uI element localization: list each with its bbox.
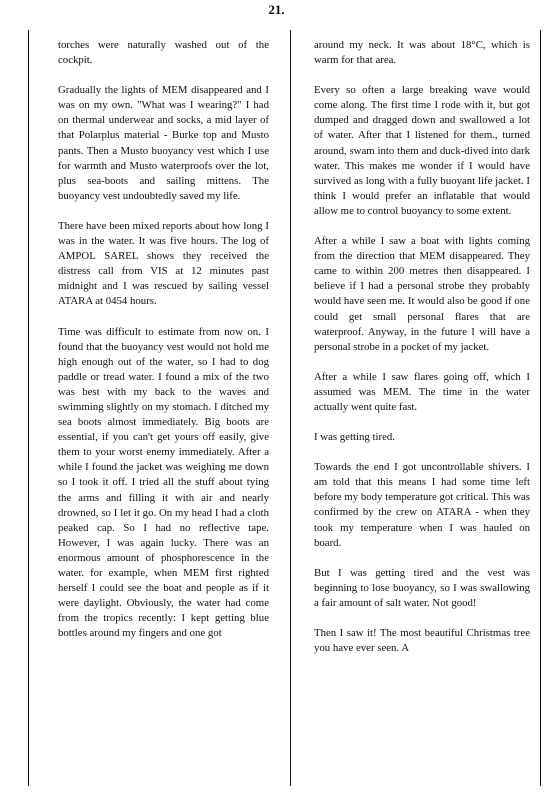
paragraph: There have been mixed reports about how long I was in the water. It was five hours. The log of AMPOL SAREL shows they received the distress call from VIS at 12 minutes past midnight and I was rescued by sailing vessel ATARA at 0454 hours.: [58, 219, 269, 308]
paragraph: Time was difficult to estimate from now on. I found that the buoyancy vest would not hold me high enough out of the water, so I had to dog paddle or tread water. I found a mix of the two was best with my back to the waves and swimming slightly on my stomach. I ditched my sea boots almost immediately. Big boots are essential, if you can't get yours off easily, give them to your worst enemy immediately. After a while I found the jacket was weighing me down so I took it off. I tried all the stuff about tying the arms and filling it with air and nearly drowned, so I let it go. On my head I had a cloth peaked cap. So I had no reflective tape. However, I was again lucky. There was an enormous amount of phosphorescence in the water. for example, when MEM first righted herself I could see the boat and people as if it were daylight. Obviously, the water had come from the tropics recently: I kept getting blue bottles around my fingers and one got: [58, 325, 269, 640]
left-column: [58, 38, 269, 656]
column-rule-middle: [290, 30, 291, 786]
paragraph: around my neck. It was about 18°C, which is warm for that area.: [314, 39, 530, 67]
right-column: [314, 38, 530, 671]
paragraph: After a while I saw a boat with lights coming from the direction that MEM disappeared. They came to within 200 metres then disappeared. I believe if I had a personal strobe they probably would have seen me. It would also be good if one could get small personal flares that are waterproof. Anyway, in the future I will have a personal strobe in a pocket of my jacket.: [314, 235, 530, 353]
paragraph: Gradually the lights of MEM disappeared and I was on my own. "What was I wearing?" I had on thermal underwear and socks, a mid layer of that Polarplus material - Burke top and Musto pants. Then a Musto buoyancy vest which I use for warmth and Musto waterproofs over the lot, plus sea-boots and sailing mittens. The buoyancy vest undoubtedly saved my life.: [58, 84, 269, 202]
paragraph: Towards the end I got uncontrollable shivers. I am told that this means I had some time left before my body temperature got critical. This was confirmed by the crew on ATARA - when they took my temperature when I was hauled on board.: [314, 461, 530, 549]
paragraph: Every so often a large breaking wave would come along. The first time I rode with it, but got dumped and dragged down and swallowed a lot of water. After that I listened for them., turned around, swam into them and duck-dived into dark water. This makes me wonder if I would have survived as long with a fully buoyant life jacket. I think I would prefer an inflatable that would allow me to control buoyancy to some extent.: [314, 84, 530, 217]
paragraph: After a while I saw flares going off, which I assumed was MEM. The time in the water actually went quite fast.: [314, 370, 530, 413]
column-rule-left: [28, 30, 29, 786]
paragraph: torches were naturally washed out of the cockpit.: [58, 39, 269, 67]
column-rule-right: [540, 30, 541, 786]
page-number: 21.: [268, 2, 285, 17]
paragraph: But I was getting tired and the vest was beginning to lose buoyancy, so I was swallowing a fair amount of salt water. Not good!: [314, 566, 530, 609]
paragraph: I was getting tired.: [314, 431, 395, 444]
paragraph: Then I saw it! The most beautiful Christmas tree you have ever seen. A: [314, 627, 530, 655]
